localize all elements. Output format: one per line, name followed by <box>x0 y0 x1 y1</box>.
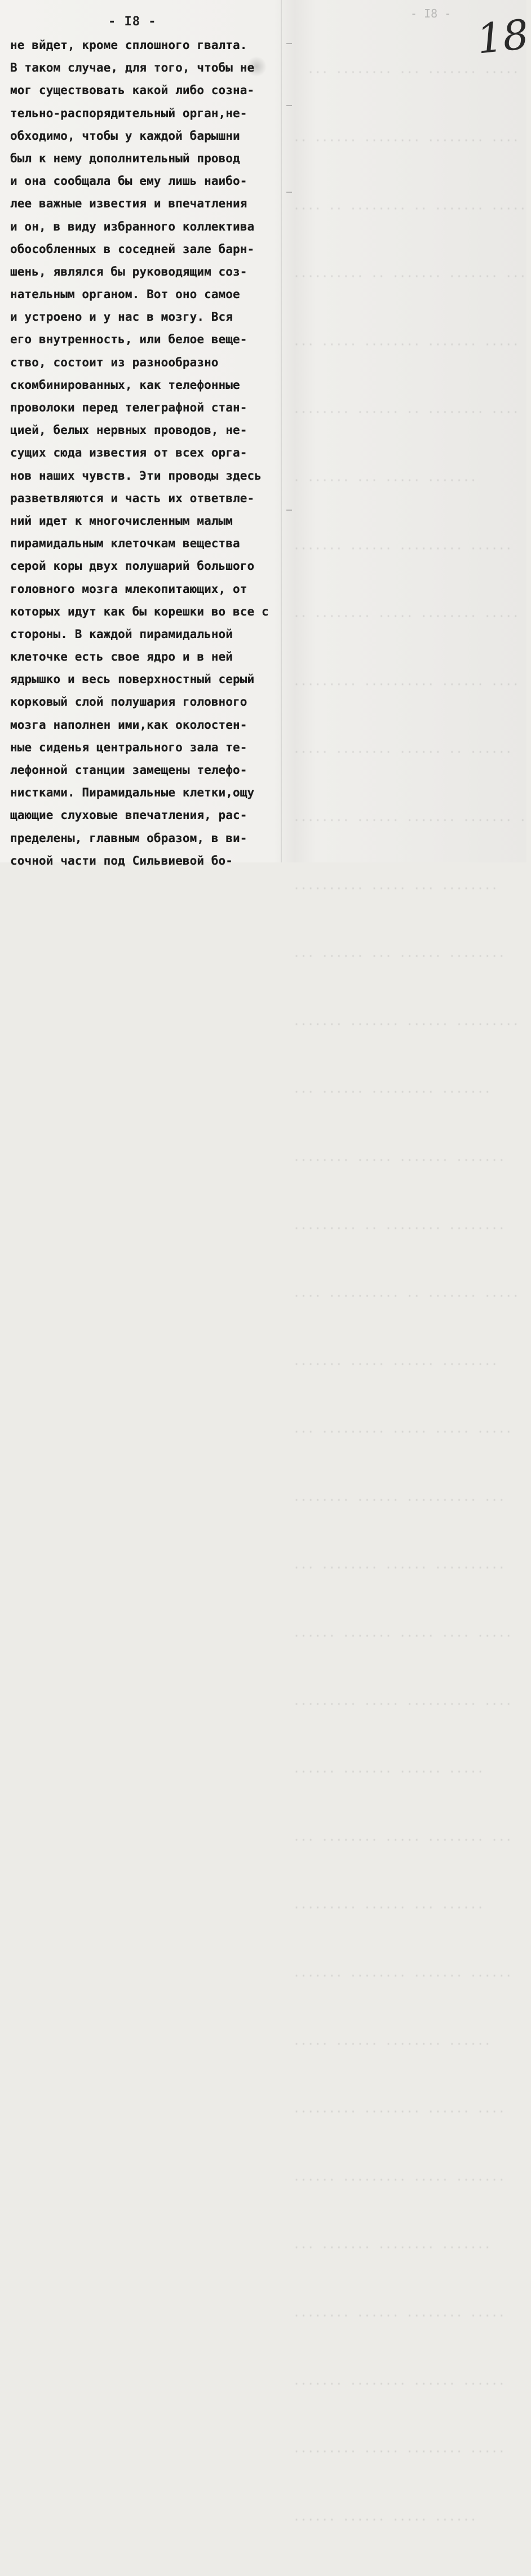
text-line: нов наших чувств. Эти проводы здесь <box>10 468 262 483</box>
text-line: его внутренность, или белое веще- <box>10 333 247 347</box>
text-line: сочной части под Сильвиевой бо- <box>10 853 233 867</box>
text-line: щающие слуховые впечатления, рас- <box>10 808 247 822</box>
bleed-through-text: ··· ········ ··· ······· ····· ·· ······ ········ ········ ···· ···· ·· ········ ·· ······· ····· ·········· ·· ······· ······· ··· ··· ····· ········ ······· ····· ········ ······ ·· ········ ···· · ······ ··· ····· ······· ······· ······ ········· ······ ·· ········ ····· ········ ····· ········· ·········· ······ ···· ····· ········ ······ ·· ······ ········ ······ ······· ······· · ·········· ····· ··· ········ ··· ······ ··· ······ ········ ······· ······· ······ ········· ··· ······ ········· ······· ········ ····· ······· ······· ········· ·· ········ ········ ···· ·········· ·· ······· ····· ······· ····· ······ ········ ··· ········· ····· ····· ····· ········ ······ ·········· ··· ··· ········ ······ ·········· ······ ······· ····· ···· ····· ········· ····· ·········· ···· ······ ······· ······ ····· ··· ········ ····· ········ ··· ········· ······ ··· ······ ······· ········ ······· ······ ····· ······ ········ ······ ········· ········ ······ ···· ······ ········· ····· ······· ··· ······· ········ ······· ········ ······ ········ ····· ······· ········ ······ ······ ········· ····· ········ ····· ······ ······ ····· ······ <box>293 65 526 2526</box>
handwritten-folio-number: 18 <box>475 10 531 63</box>
text-line: не вйдет, кроме сплошного гвалта. <box>10 38 247 52</box>
text-line: ные сиденья центрального зала те- <box>10 740 247 754</box>
text-line: мог существовать какой либо созна- <box>10 83 255 98</box>
text-line: ядрышко и весь поверхностный серый <box>10 672 255 687</box>
text-line: ство, состоит из разнообразно <box>10 355 219 369</box>
text-line: и устроено и у нас в мозгу. Вся <box>10 310 233 324</box>
text-line: корковый слой полушария головного <box>10 695 247 709</box>
text-line: серой коры двух полушарий большого <box>10 559 255 573</box>
text-line: клеточке есть свое ядро и в ней <box>10 650 233 664</box>
margin-mark <box>286 105 292 106</box>
text-line: нистками. Пирамидальные клетки,ощу <box>10 786 255 800</box>
bleed-through-page-number: - I8 - <box>410 7 452 20</box>
text-line: пределены, главным образом, в ви- <box>10 831 247 845</box>
text-line: проволоки перед телеграфной стан- <box>10 401 247 414</box>
text-line: разветвляются и часть их ответвле- <box>10 491 255 505</box>
text-line: лее важные известия и впечатления <box>10 197 247 211</box>
text-line: стороны. В каждой пирамидальной <box>10 627 233 641</box>
page-number: - I8 - <box>108 15 157 29</box>
text-line: тельно-распорядительный орган,не- <box>10 106 247 120</box>
text-line: сущих сюда известия от всех орга- <box>10 446 247 460</box>
text-line: был к нему дополнительный провод <box>10 151 240 165</box>
text-line: ний идет к многочисленным малым <box>10 514 233 528</box>
margin-mark <box>286 192 292 193</box>
text-line: шень, являлся бы руководящим соз- <box>10 264 247 278</box>
text-line: мозга наполнен ими,как околостен- <box>10 718 247 732</box>
text-line: скомбинированных, как телефонные <box>10 378 240 392</box>
text-line: В таком случае, для того, чтобы не <box>10 61 255 75</box>
text-line: головного мозга млекопитающих, от <box>10 582 247 596</box>
typewritten-body-text <box>10 34 286 872</box>
text-line: цией, белых нервных проводов, не- <box>10 423 247 437</box>
margin-mark <box>286 43 292 44</box>
text-line: и она сообщала бы ему лишь наибо- <box>10 174 247 188</box>
text-line: лефонной станции замещены телефо- <box>10 763 247 777</box>
text-line: обходимо, чтобы у каждой барышни <box>10 129 240 143</box>
margin-mark <box>286 510 292 511</box>
text-line: обособленных в соседней зале барн- <box>10 242 255 256</box>
text-line: и он, в виду избранного коллектива <box>10 219 255 233</box>
text-line: пирамидальным клеточкам вещества <box>10 537 240 551</box>
text-line: нательным органом. Вот оно самое <box>10 287 240 302</box>
text-line: которых идут как бы корешки во все с <box>10 604 269 618</box>
